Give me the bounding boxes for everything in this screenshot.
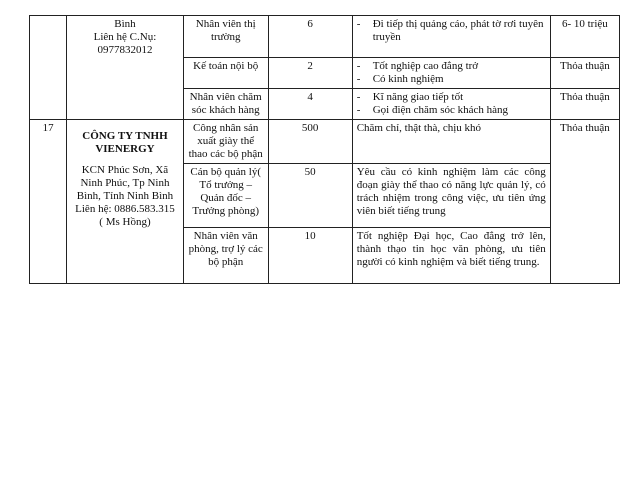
quantity-cell: 500 xyxy=(268,120,352,164)
company-line: Bình xyxy=(114,18,136,30)
quantity-cell: 6 xyxy=(268,16,352,58)
requirement-item: - Gọi điện chăm sóc khách hàng xyxy=(356,104,509,116)
company-name: CÔNG TY TNHH VIENERGY xyxy=(82,130,168,155)
requirement-item: - Tốt nghiệp cao đẳng trở xyxy=(356,60,479,72)
requirements-cell: Tốt nghiệp Đại học, Cao đẳng trở lên, thành thạo tin học văn phòng, ưu tiên người có kinh nghiệm và biết tiếng trung. xyxy=(352,228,550,284)
company-address: KCN Phúc Sơn, Xã Ninh Phúc, Tp Ninh Bình, Tỉnh Ninh Bình xyxy=(76,164,174,202)
salary-cell: Thỏa thuận xyxy=(550,89,619,120)
quantity-cell: 10 xyxy=(268,228,352,284)
company-cell xyxy=(67,16,184,120)
requirement-item: - Có kinh nghiệm xyxy=(356,73,444,85)
company-line: 0977832012 xyxy=(97,44,153,56)
position-cell: Nhân viên chăm sóc khách hàng xyxy=(183,89,268,120)
requirements-cell: Chăm chỉ, thật thà, chịu khó xyxy=(352,120,550,164)
company-cell xyxy=(67,120,184,284)
position-cell: Kế toán nội bộ xyxy=(183,58,268,89)
index-cell-empty xyxy=(30,16,67,120)
salary-cell: Thỏa thuận xyxy=(550,120,619,284)
table-row xyxy=(30,16,620,58)
quantity-cell: 4 xyxy=(268,89,352,120)
requirement-item: - Kĩ năng giao tiếp tốt xyxy=(356,91,464,103)
table-row xyxy=(30,120,620,164)
requirements-cell xyxy=(352,58,550,89)
quantity-cell: 2 xyxy=(268,58,352,89)
requirements-cell xyxy=(352,89,550,120)
requirements-cell xyxy=(352,16,550,58)
requirements-cell: Yêu cầu có kinh nghiệm làm các công đoạn giày thể thao có năng lực quản lý, có trách nhiệm trong công việc, ưu tiên ứng viên biết tiếng trung xyxy=(352,164,550,228)
quantity-cell: 50 xyxy=(268,164,352,228)
position-cell: Nhân viên thị trường xyxy=(183,16,268,58)
index-cell: 17 xyxy=(30,120,67,284)
company-contact: Liên hệ: 0886.583.315 xyxy=(75,203,175,215)
position-cell: Nhân viên văn phòng, trợ lý các bộ phận xyxy=(183,228,268,284)
company-contact-person: ( Ms Hồng) xyxy=(99,216,151,228)
position-cell: Công nhân sản xuất giày thể thao các bộ phận xyxy=(183,120,268,164)
company-line: Liên hệ C.Nụ: xyxy=(93,31,157,43)
salary-cell: 6- 10 triệu xyxy=(550,16,619,58)
salary-cell: Thỏa thuận xyxy=(550,58,619,89)
job-listing-table xyxy=(29,15,620,284)
position-cell: Cán bộ quản lý( Tổ trưởng – Quản đốc – Trưởng phòng) xyxy=(183,164,268,228)
requirement-item: - Đi tiếp thị quảng cáo, phát tờ rơi tuyên truyền xyxy=(356,18,544,43)
